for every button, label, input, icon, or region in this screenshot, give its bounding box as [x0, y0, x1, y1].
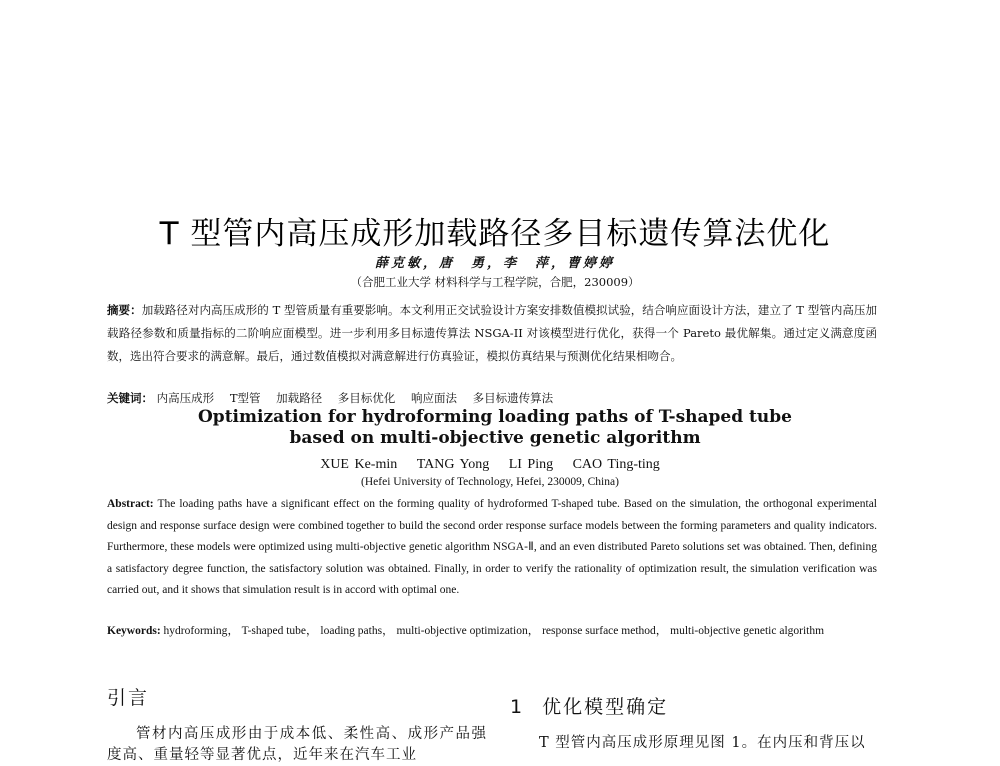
chinese-keyword: 加载路径 [276, 391, 323, 405]
english-title-line-2: based on multi-objective genetic algorithm [289, 428, 701, 448]
intro-paragraph: 管材内高压成形由于成本低、柔性高、成形产品强度高、重量轻等显著优点，近年来在汽车工业 [107, 726, 487, 763]
english-author: LI Ping [508, 457, 554, 472]
chinese-keywords [107, 389, 877, 407]
chinese-keyword: 多目标遗传算法 [472, 391, 554, 405]
english-author: CAO Ting-ting [572, 457, 660, 472]
right-column [510, 692, 880, 754]
english-abstract [107, 494, 877, 602]
chinese-keyword: 多目标优化 [337, 391, 396, 405]
chinese-keywords-label: 关键词： [107, 391, 153, 405]
chinese-abstract [107, 299, 877, 368]
chinese-abstract-label: 摘要： [107, 303, 142, 317]
english-title [0, 407, 990, 449]
english-abstract-text: The loading paths have a significant effect on the forming quality of hydroformed T-shaped tube. Based on the simulation, the orthogonal experimental design and response surface design were combined together to build the second order response surface models between the forming parameters and quality indicators. Furthermore, these models were optimized using multi-objective genetic algorithm NSGA-Ⅱ, and an even distributed Pareto solutions set was obtained. Then, defining a satisfactory degree function, the satisfactory solution was obtained. Finally, in order to verify the rationality of optimization result, the simulation verification was carried out, and it shows that simulation result is in accord with optimal one. [107, 498, 877, 596]
english-keyword: loading paths ， [320, 625, 393, 637]
section-1-number: 1 [510, 696, 525, 718]
english-author: TANG Yong [416, 457, 490, 472]
chinese-title: T 型管内高压成形加载路径多目标遗传算法优化 [159, 216, 831, 252]
chinese-keyword: 响应面法 [410, 391, 457, 405]
english-keyword: T-shaped tube ， [242, 625, 318, 637]
chinese-abstract-text: 加载路径对内高压成形的 T 型管质量有重要影响。本文利用正交试验设计方案安排数值模拟试验，结合响应面设计方法，建立了 T 型管内高压加载路径参数和质量指标的二阶响应面模型。进一步利用多目标遗传算法 NSGA-II 对该模型进行优化，获得一个 Pareto 最优解集。通过定义满意度函数，选出符合要求的满意解。最后，通过数值模拟对满意解进行仿真验证，模拟仿真结果与预测优化结果相吻合。 [107, 303, 877, 363]
left-column [107, 683, 487, 766]
chinese-affiliation: （合肥工业大学 材料科学与工程学院，合肥，230009） [350, 275, 640, 289]
english-authors [0, 457, 980, 473]
english-keyword: hydroforming ， [164, 625, 239, 637]
section-1-paragraph: T 型管内高压成形原理见图 1。在内压和背压以 [539, 735, 866, 751]
section-1-heading [510, 692, 880, 719]
english-keyword: multi-objective genetic algorithm [670, 625, 825, 637]
english-keyword: response surface method ， [542, 625, 667, 637]
english-author: XUE Ke-min [320, 457, 398, 472]
intro-heading: 引言 [107, 687, 150, 709]
english-abstract-label: Abstract: [107, 498, 154, 510]
english-title-line-1: Optimization for hydroforming loading paths of T-shaped tube [198, 407, 792, 427]
english-keywords-label: Keywords: [107, 625, 161, 637]
english-affiliation: (Hefei University of Technology, Hefei, 230009, China) [361, 476, 619, 488]
chinese-authors: 薛克敏，唐 勇，李 萍，曹婷婷 [374, 256, 615, 271]
section-1-title: 优化模型确定 [542, 696, 669, 718]
english-keyword: multi-objective optimization ， [396, 625, 539, 637]
english-keywords [107, 620, 877, 643]
chinese-keyword: 内高压成形 [156, 391, 215, 405]
chinese-keyword: T型管 [229, 391, 261, 405]
